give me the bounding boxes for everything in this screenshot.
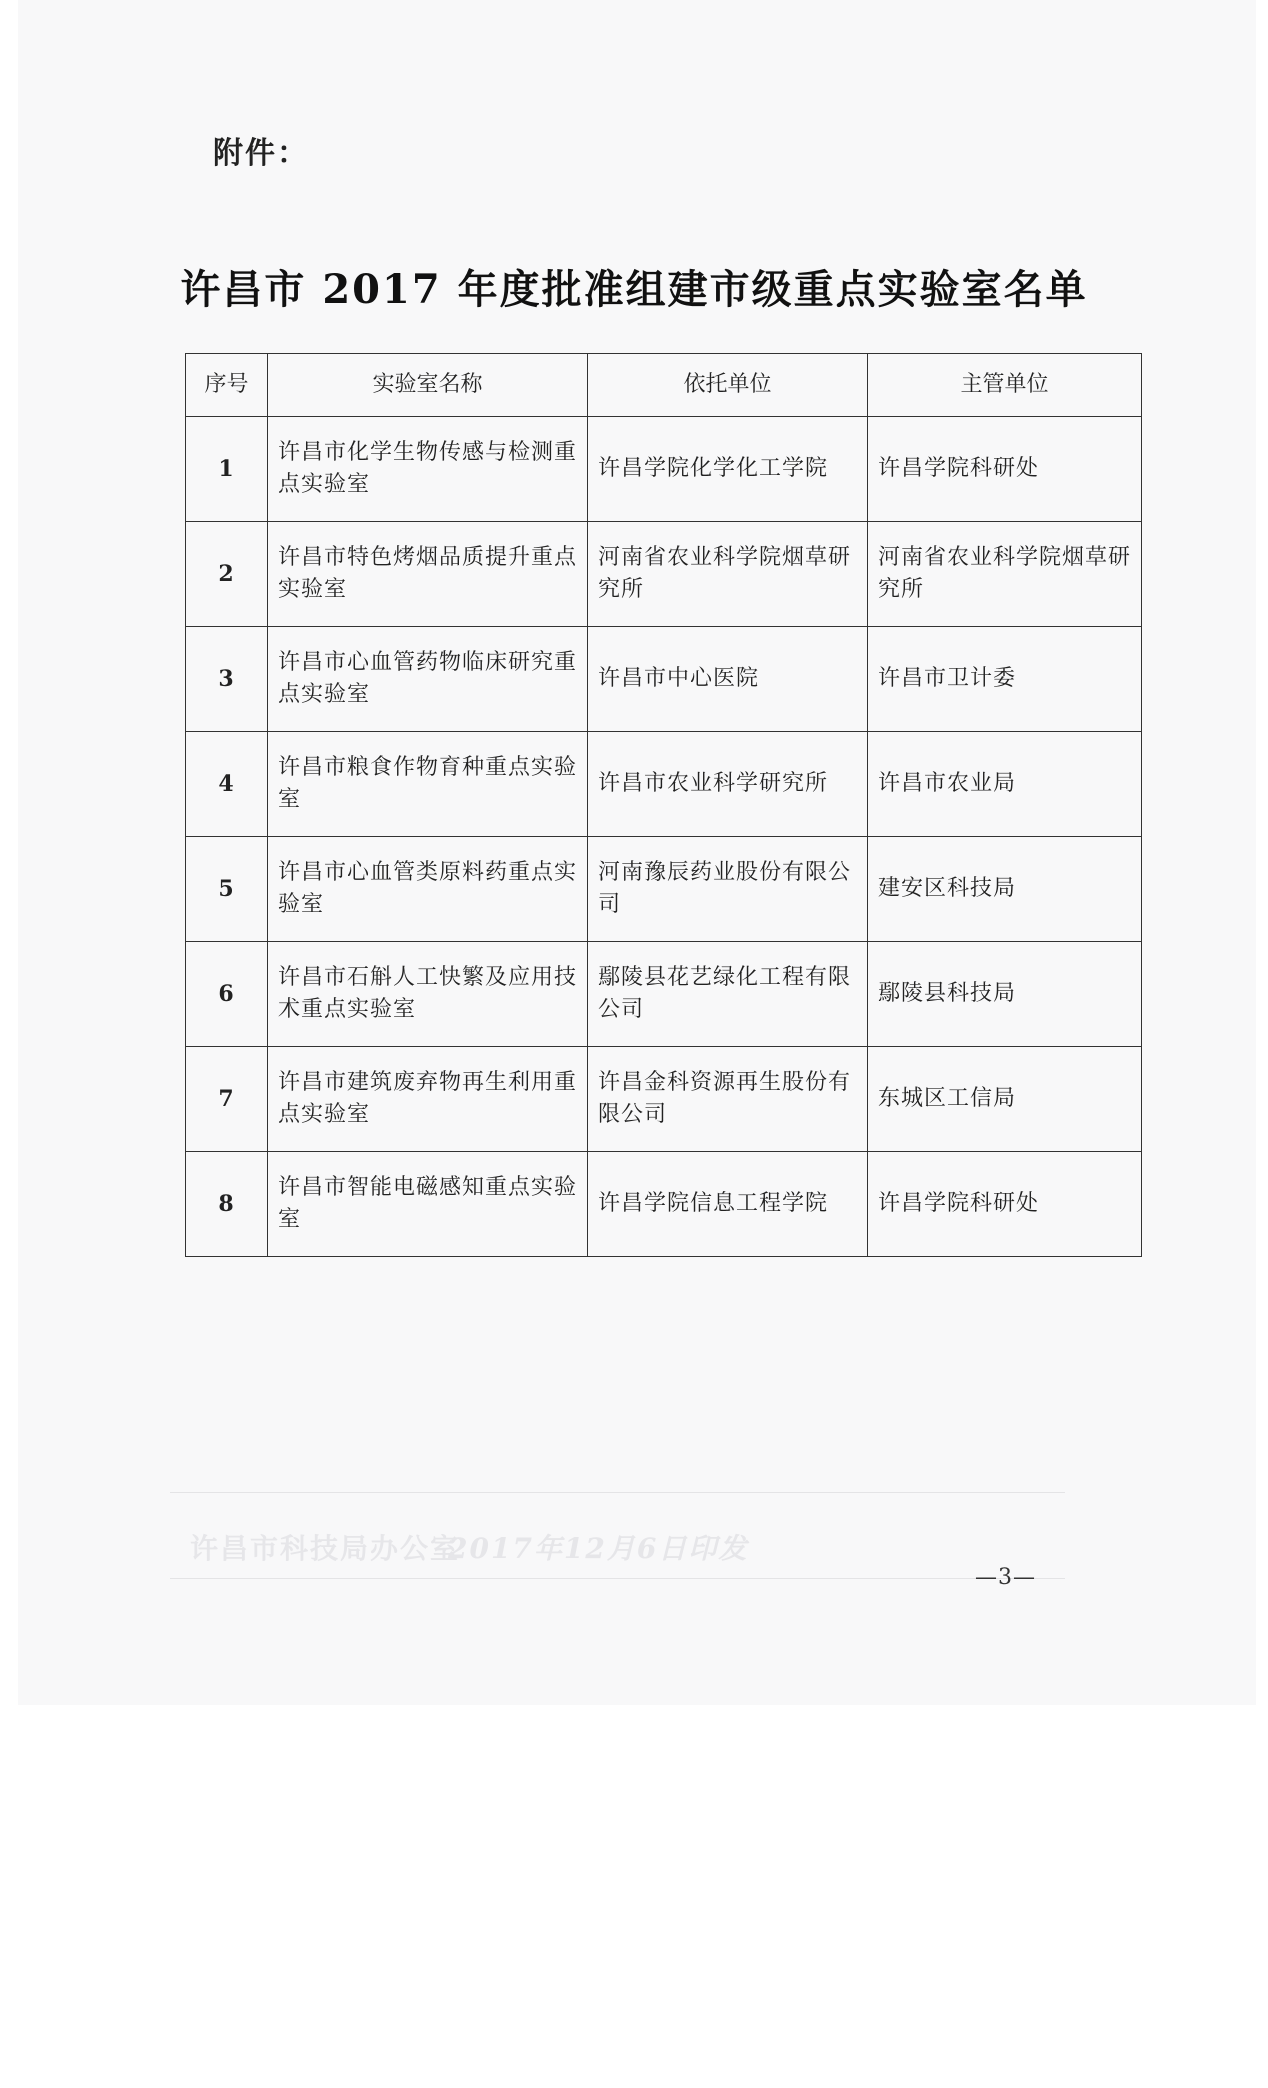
host-unit-cell: 许昌市中心医院 xyxy=(588,627,868,732)
footer-rule-bottom xyxy=(170,1578,1065,1579)
row-index: 8 xyxy=(186,1152,268,1257)
table-header-row xyxy=(186,354,1142,417)
lab-name-cell: 许昌市化学生物传感与检测重点实验室 xyxy=(268,417,588,522)
supervisor-cell: 河南省农业科学院烟草研究所 xyxy=(868,522,1142,627)
lab-name-cell: 许昌市粮食作物育种重点实验室 xyxy=(268,732,588,837)
lab-name-cell: 许昌市智能电磁感知重点实验室 xyxy=(268,1152,588,1257)
footer-rule-top xyxy=(170,1492,1065,1493)
supervisor-cell: 许昌学院科研处 xyxy=(868,1152,1142,1257)
host-unit-cell: 河南豫辰药业股份有限公司 xyxy=(588,837,868,942)
table-row xyxy=(186,732,1142,837)
row-index: 1 xyxy=(186,417,268,522)
host-unit-cell: 许昌金科资源再生股份有限公司 xyxy=(588,1047,868,1152)
supervisor-cell: 许昌市卫计委 xyxy=(868,627,1142,732)
host-unit-cell: 许昌市农业科学研究所 xyxy=(588,732,868,837)
lab-name-cell: 许昌市心血管类原料药重点实验室 xyxy=(268,837,588,942)
supervisor-cell: 许昌学院科研处 xyxy=(868,417,1142,522)
header-index: 序号 xyxy=(186,354,268,417)
row-index: 5 xyxy=(186,837,268,942)
host-unit-cell: 河南省农业科学院烟草研究所 xyxy=(588,522,868,627)
row-index: 2 xyxy=(186,522,268,627)
table-row xyxy=(186,627,1142,732)
header-host-unit: 依托单位 xyxy=(588,354,868,417)
supervisor-cell: 许昌市农业局 xyxy=(868,732,1142,837)
footer-issuing-office: 许昌市科技局办公室 xyxy=(190,1532,461,1565)
table-row xyxy=(186,1152,1142,1257)
document-title: 许昌市 2017 年度批准组建市级重点实验室名单 xyxy=(180,266,1088,313)
lab-name-cell: 许昌市石斛人工快繁及应用技术重点实验室 xyxy=(268,942,588,1047)
header-supervisor-unit: 主管单位 xyxy=(868,354,1142,417)
attachment-label: 附件： xyxy=(213,136,309,171)
supervisor-cell: 建安区科技局 xyxy=(868,837,1142,942)
host-unit-cell: 许昌学院信息工程学院 xyxy=(588,1152,868,1257)
row-index: 6 xyxy=(186,942,268,1047)
row-index: 3 xyxy=(186,627,268,732)
host-unit-cell: 许昌学院化学化工学院 xyxy=(588,417,868,522)
row-index: 7 xyxy=(186,1047,268,1152)
host-unit-cell: 鄢陵县花艺绿化工程有限公司 xyxy=(588,942,868,1047)
header-lab-name: 实验室名称 xyxy=(268,354,588,417)
table-row xyxy=(186,522,1142,627)
table-row xyxy=(186,942,1142,1047)
lab-name-cell: 许昌市特色烤烟品质提升重点实验室 xyxy=(268,522,588,627)
lab-name-cell: 许昌市建筑废弃物再生利用重点实验室 xyxy=(268,1047,588,1152)
lab-name-cell: 许昌市心血管药物临床研究重点实验室 xyxy=(268,627,588,732)
page-number: —3— xyxy=(975,1565,1036,1590)
supervisor-cell: 东城区工信局 xyxy=(868,1047,1142,1152)
supervisor-cell: 鄢陵县科技局 xyxy=(868,942,1142,1047)
table-row xyxy=(186,1047,1142,1152)
laboratory-list-table xyxy=(185,353,1142,1257)
footer-issue-date: 2017年12月6日印发 xyxy=(448,1532,749,1565)
row-index: 4 xyxy=(186,732,268,837)
table-row xyxy=(186,417,1142,522)
table-row xyxy=(186,837,1142,942)
